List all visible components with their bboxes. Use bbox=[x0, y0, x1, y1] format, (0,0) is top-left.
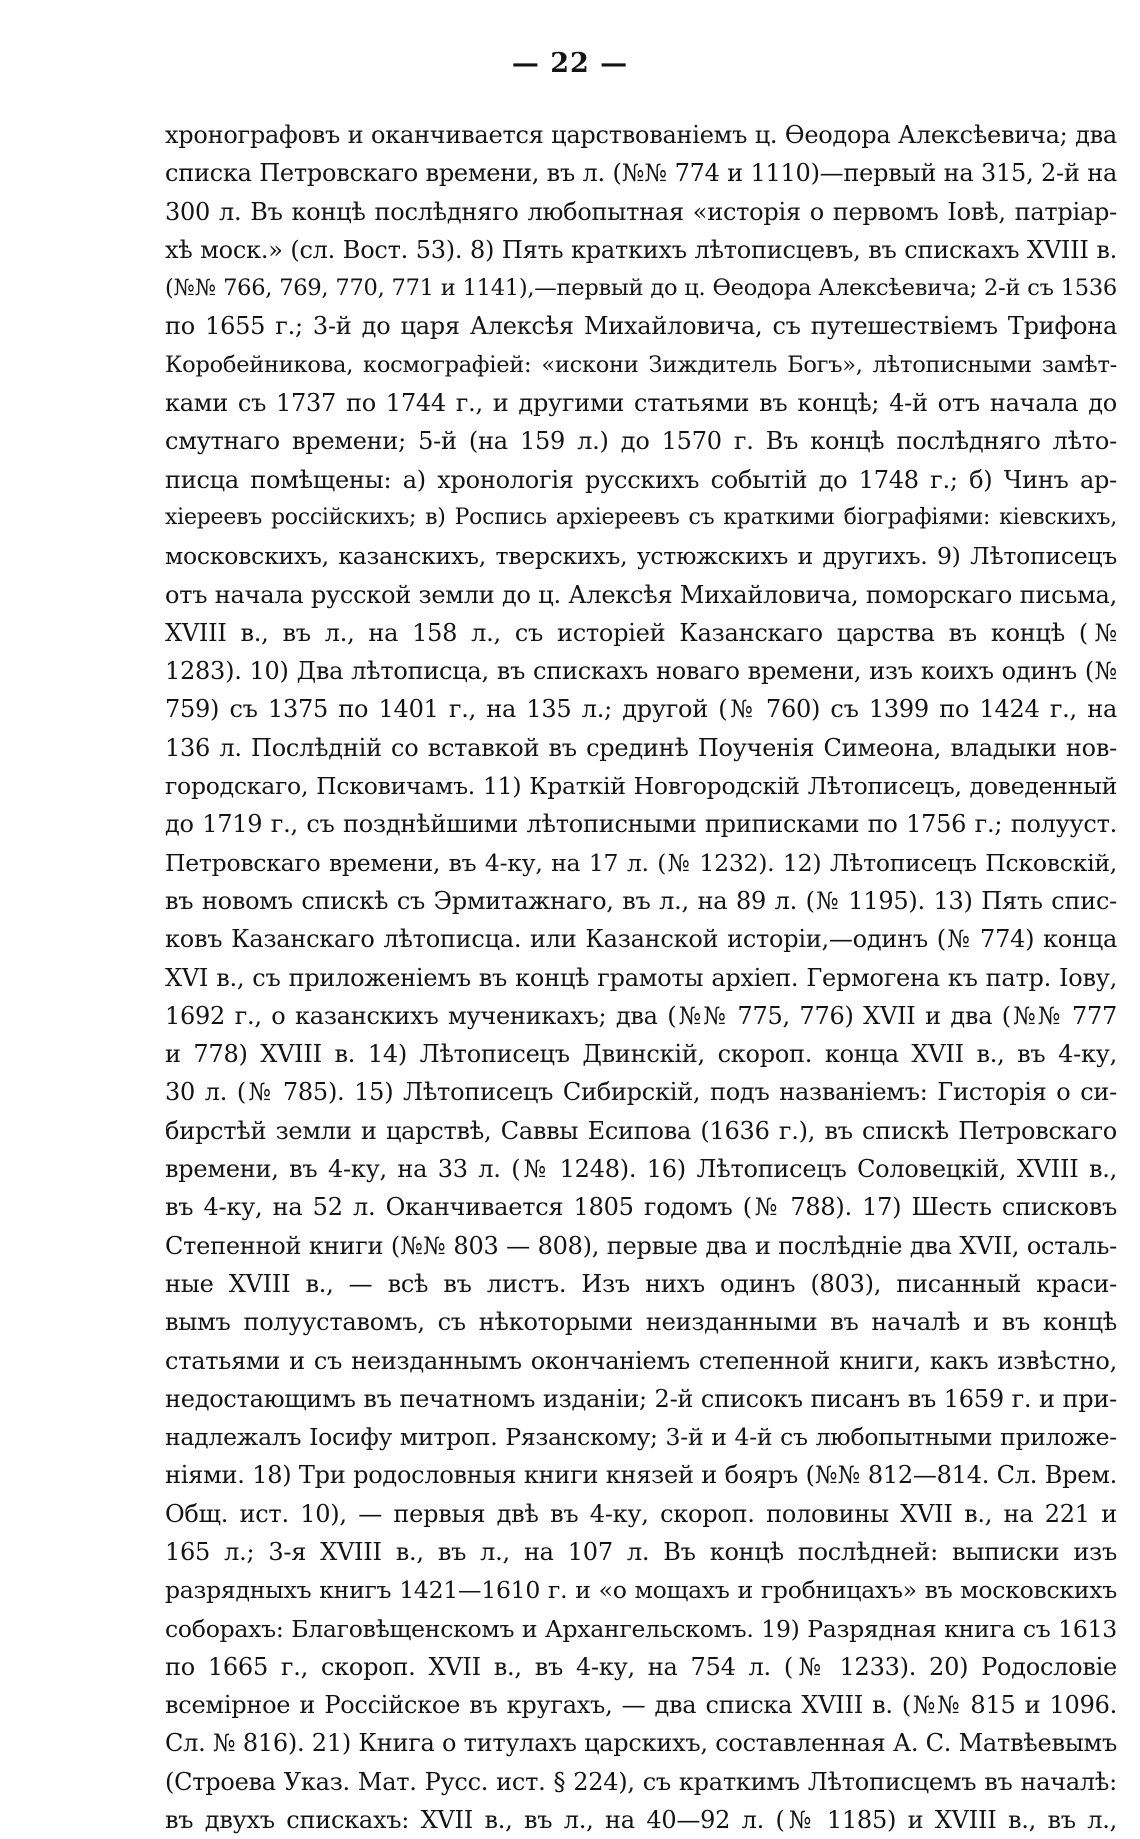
text-line: хіереевъ россійскихъ; в) Роспись архіереевъ съ краткими біографіями: кіевскихъ, bbox=[165, 504, 1117, 530]
text-line: городскаго, Псковичамъ. 11) Краткій Новгородскій Лѣтописецъ, доведенный bbox=[165, 772, 1117, 801]
text-line: XVIII в., въ л., на 158 л., съ исторіей Казанскаго царства въ концѣ (№ bbox=[165, 618, 1117, 647]
page-number: — 22 — bbox=[511, 48, 629, 79]
text-line: писца помѣщены: а) хронологія русскихъ событій до 1748 г.; б) Чинъ ар- bbox=[165, 465, 1117, 494]
text-line: вымъ полууставомъ, съ нѣкоторыми неизданными въ началѣ и въ концѣ bbox=[165, 1308, 1117, 1337]
text-line: бирстѣй земли и царствѣ, Саввы Есипова (1636 г.), въ спискѣ Петровскаго bbox=[165, 1116, 1117, 1145]
text-line: Степенной книги (№№ 803 — 808), первые два и послѣдніе два XVII, осталь- bbox=[165, 1231, 1117, 1260]
text-line: 165 л.; 3-я XVIII в., въ л., на 107 л. Въ концѣ послѣдней: выписки изъ bbox=[165, 1537, 1117, 1566]
text-line: недостающимъ въ печатномъ изданіи; 2-й списокъ писанъ въ 1659 г. и при- bbox=[165, 1384, 1117, 1413]
text-line: ковъ Казанскаго лѣтописца. или Казанской исторіи,—одинъ (№ 774) конца bbox=[165, 925, 1117, 954]
text-line: разрядныхъ книгъ 1421—1610 г. и «о мощахъ и гробницахъ» въ московскихъ bbox=[165, 1576, 1117, 1605]
text-line: смутнаго времени; 5-й (на 159 л.) до 1570 г. Въ концѣ послѣдняго лѣто- bbox=[165, 427, 1117, 456]
text-line: (Строева Указ. Мат. Русс. ист. § 224), съ краткимъ Лѣтописцемъ въ началѣ: bbox=[165, 1767, 1117, 1796]
text-line: ные XVIII в., — всѣ въ листъ. Изъ нихъ одинъ (803), писанный краси- bbox=[165, 1269, 1117, 1298]
text-line: Общ. ист. 10), — первыя двѣ въ 4-ку, скороп. половины XVII в., на 221 и bbox=[165, 1499, 1117, 1528]
text-line: соборахъ: Благовѣщенскомъ и Архангельскомъ. 19) Разрядная книга съ 1613 bbox=[165, 1614, 1117, 1643]
text-line: надлежалъ Іосифу митроп. Рязанскому; 3-й и 4-й съ любопытными приложе- bbox=[165, 1423, 1117, 1452]
text-line: ніями. 18) Три родословныя книги князей и бояръ (№№ 812—814. Сл. Врем. bbox=[165, 1461, 1117, 1490]
text-line: 300 л. Въ концѣ послѣдняго любопытная «исторія о первомъ Іовѣ, патріар- bbox=[165, 197, 1117, 226]
text-line: московскихъ, казанскихъ, тверскихъ, устюжскихъ и другихъ. 9) Лѣтописецъ bbox=[165, 542, 1117, 571]
text-line: и 778) XVIII в. 14) Лѣтописецъ Двинскій, скороп. конца XVII в., въ 4-ку, bbox=[165, 1040, 1117, 1069]
text-line: въ двухъ спискахъ: XVII в., въ л., на 40—92 л. (№ 1185) и XVIII в., въ л., bbox=[165, 1806, 1117, 1835]
body-text bbox=[165, 116, 1117, 1839]
text-line: хѣ моск.» (сл. Вост. 53). 8) Пять краткихъ лѣтописцевъ, въ спискахъ XVIII в. bbox=[165, 235, 1117, 264]
text-line: по 1665 г., скороп. XVII в., въ 4-ку, на 754 л. (№ 1233). 20) Родословіе bbox=[165, 1652, 1117, 1681]
text-line: списка Петровскаго времени, въ л. (№№ 774 и 1110)—первый на 315, 2-й на bbox=[165, 159, 1117, 188]
text-line: до 1719 г., съ позднѣйшими лѣтописными приписками по 1756 г.; полууст. bbox=[165, 810, 1117, 839]
text-line: 759) съ 1375 по 1401 г., на 135 л.; другой (№ 760) съ 1399 по 1424 г., на bbox=[165, 695, 1117, 724]
text-line: отъ начала русской земли до ц. Алексѣя Михайловича, поморскаго письма, bbox=[165, 580, 1117, 609]
text-line: 30 л. (№ 785). 15) Лѣтописецъ Сибирскій, подъ названіемъ: Гисторія о си- bbox=[165, 1078, 1117, 1107]
text-line: хронографовъ и оканчивается царствованіемъ ц. Ѳеодора Алексѣевича; два bbox=[165, 121, 1117, 149]
text-line: (№№ 766, 769, 770, 771 и 1141),—первый до ц. Ѳеодора Алексѣевича; 2-й съ 1536 bbox=[165, 275, 1117, 302]
text-line: въ новомъ спискѣ съ Эрмитажнаго, въ л., на 89 л. (№ 1195). 13) Пять спис- bbox=[165, 886, 1117, 915]
text-line: статьями и съ неизданнымъ окончаніемъ степенной книги, какъ извѣстно, bbox=[165, 1346, 1117, 1375]
text-line: Коробейникова, космографіей: «искони Зиждитель Богъ», лѣтописными замѣт- bbox=[165, 351, 1117, 378]
text-line: по 1655 г.; 3-й до царя Алексѣя Михайловича, съ путешествіемъ Трифона bbox=[165, 312, 1117, 341]
text-line: времени, въ 4-ку, на 33 л. (№ 1248). 16) Лѣтописецъ Соловецкій, XVIII в., bbox=[165, 1155, 1117, 1184]
text-line: ками съ 1737 по 1744 г., и другими статьями въ концѣ; 4-й отъ начала до bbox=[165, 389, 1117, 418]
text-line: 1283). 10) Два лѣтописца, въ спискахъ новаго времени, изъ коихъ одинъ (№ bbox=[165, 657, 1117, 686]
text-line: Петровскаго времени, въ 4-ку, на 17 л. (№ 1232). 12) Лѣтописецъ Псковскій, bbox=[165, 848, 1117, 877]
text-line: 136 л. Послѣдній со вставкой въ срединѣ Поученія Симеона, владыки нов- bbox=[165, 733, 1117, 762]
text-line: всемірное и Россійское въ кругахъ, — два списка XVIII в. (№№ 815 и 1096. bbox=[165, 1691, 1117, 1720]
text-line: Сл. № 816). 21) Книга о титулахъ царскихъ, составленная А. С. Матвѣевымъ bbox=[165, 1729, 1117, 1758]
text-line: XVI в., съ приложеніемъ въ концѣ грамоты архіеп. Гермогена къ патр. Іову, bbox=[165, 963, 1117, 992]
text-line: 1692 г., о казанскихъ мученикахъ; два (№№ 775, 776) XVII и два (№№ 777 bbox=[165, 1001, 1117, 1030]
text-line: въ 4-ку, на 52 л. Оканчивается 1805 годомъ (№ 788). 17) Шесть списковъ bbox=[165, 1193, 1117, 1222]
